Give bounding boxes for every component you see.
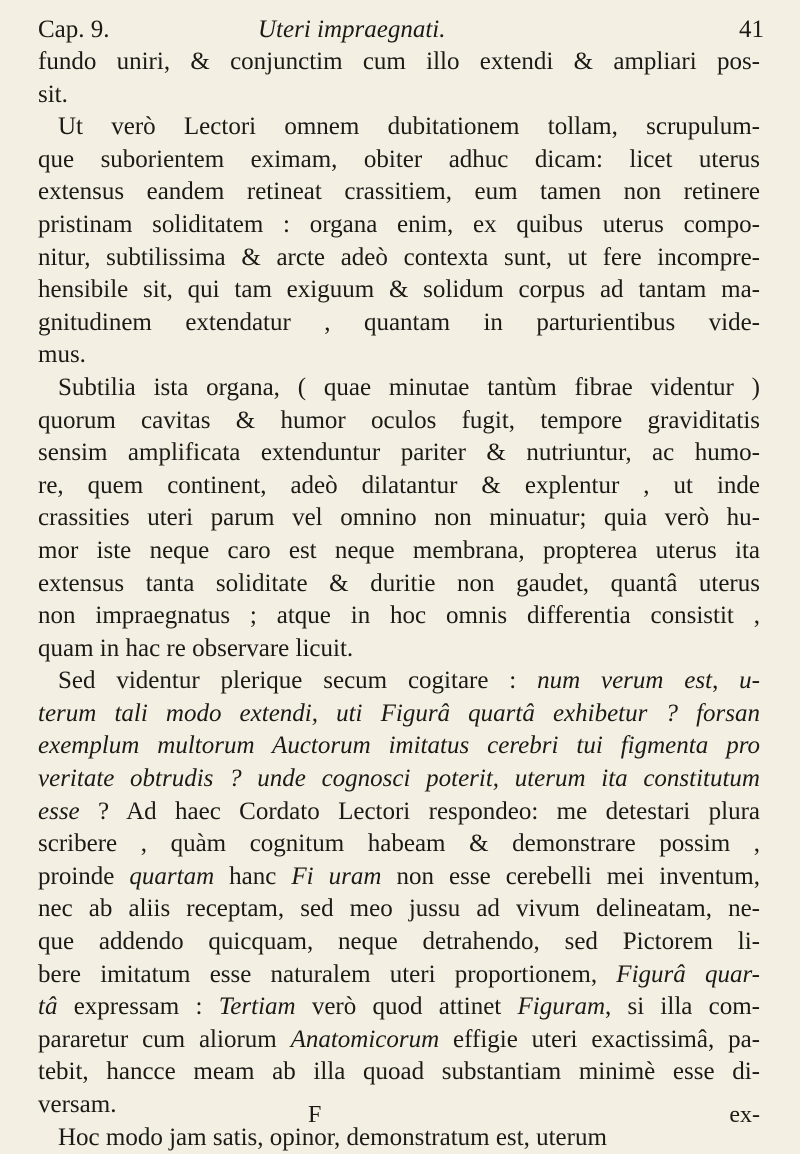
text-line (38, 307, 760, 340)
text-line (38, 828, 760, 861)
page-number: 41 (739, 16, 764, 43)
text-run: sensim amplificata extenduntur pariter & nutriuntur, ac humo- (38, 439, 760, 467)
text-run: , (712, 667, 740, 695)
text-line (38, 893, 760, 926)
italic-run: exemplum multorum Auctorum imitatus cerebri tui figmenta pro (38, 732, 760, 760)
text-run: sit. (38, 80, 68, 108)
text-line (38, 502, 760, 535)
text-line (38, 861, 760, 894)
text-line (38, 144, 760, 177)
text-run: extensus tanta soliditate & duritie non gaudet, quantâ uterus (38, 569, 760, 597)
text-run: pristinam soliditatem : organa enim, ex quibus uterus compo- (38, 210, 760, 238)
text-line (38, 1056, 760, 1089)
text-line (38, 763, 760, 796)
text-line (38, 242, 760, 275)
text-run: que addendo quicquam, neque detrahendo, sed Pictorem li- (38, 928, 760, 956)
text-run: scribere , quàm cognitum habeam & demonstrare possim , (38, 830, 760, 858)
text-line (38, 991, 760, 1024)
text-line (38, 730, 760, 763)
text-run: bere imitatum esse naturalem uteri proportionem, (38, 960, 617, 988)
text-run: mus. (38, 341, 86, 369)
signature-mark: F (308, 1102, 322, 1128)
italic-run: Tertiam (218, 993, 296, 1021)
italic-run: veritate obtrudis ? unde cognosci poterit, uterum ita constitutum (38, 765, 760, 793)
running-head (38, 16, 764, 50)
text-run: proinde (38, 862, 130, 890)
italic-run: Anatomicorum (290, 1025, 440, 1053)
text-run: mor iste neque caro est neque membrana, propterea uterus ita (38, 536, 760, 564)
signature-line (38, 1102, 760, 1132)
text-run: non esse cerebelli mei inventum, (381, 862, 760, 890)
catchword: ex- (729, 1102, 760, 1128)
text-line (38, 372, 760, 405)
italic-run: esse (38, 797, 80, 825)
italic-run: u- (739, 667, 760, 695)
text-run: expressam : (57, 993, 219, 1021)
text-run: , si illa com- (605, 993, 760, 1021)
text-run: crassities uteri parum vel omnino non minuatur; quia verò hu- (38, 504, 760, 532)
text-run: Hoc modo jam satis, opinor, demonstratum est, uterum (58, 1123, 607, 1151)
text-run: hensibile sit, qui tam exiguum & solidum corpus ad tantam ma- (38, 276, 760, 304)
italic-run: quartam (129, 862, 215, 890)
text-run: nitur, subtilissima & arcte adeò contexta sunt, ut fere incompre- (38, 243, 760, 271)
text-run: non impraegnatus ; atque in hoc omnis differentia consistit , (38, 602, 760, 630)
text-line (38, 339, 760, 372)
text-line (38, 535, 760, 568)
text-line (38, 568, 760, 601)
text-run: pararetur cum aliorum (38, 1025, 291, 1053)
text-line (38, 437, 760, 470)
italic-run: num verum est (537, 667, 713, 695)
italic-run: terum tali modo extendi, uti Figurâ quartâ exhibetur ? forsan (38, 699, 760, 727)
text-line (38, 698, 760, 731)
text-line (38, 79, 760, 112)
text-line (38, 405, 760, 438)
text-line (38, 633, 760, 666)
text-line (38, 470, 760, 503)
text-run: versam. (38, 1091, 117, 1118)
text-line (38, 46, 760, 79)
text-line (38, 600, 760, 633)
text-line (38, 926, 760, 959)
text-line (38, 176, 760, 209)
running-title: Uteri impraegnati. (258, 16, 446, 43)
text-run: nec ab aliis receptam, sed meo jussu ad vivum delineatam, ne- (38, 895, 760, 923)
text-run: extensus eandem retineat crassitiem, eum tamen non retinere (38, 178, 760, 206)
italic-run: Fi uram (291, 862, 382, 890)
text-line (38, 111, 760, 144)
text-run: ? Ad haec Cordato Lectori respondeo: me detestari plura (79, 797, 760, 825)
text-run: effigie uteri exactissimâ, pa- (439, 1025, 760, 1053)
text-run: Ut verò Lectori omnem dubitationem tollam, scrupulum- (58, 113, 760, 141)
text-run: quorum cavitas & humor oculos fugit, tempore graviditatis (38, 406, 760, 434)
text-run: re, quem continent, adeò dilatantur & explentur , ut inde (38, 471, 760, 499)
text-run: quam in hac re observare licuit. (38, 634, 354, 662)
text-run: que suborientem eximam, obiter adhuc dicam: licet uterus (38, 145, 760, 173)
text-run: Subtilia ista organa, ( quae minutae tantùm fibrae videntur ) (58, 373, 760, 401)
text-run: hanc (214, 862, 292, 890)
text-run: tebit, hancce meam ab illa quoad substantiam minimè esse di- (38, 1058, 760, 1086)
text-run: gnitudinem extendatur , quantam in parturientibus vide- (38, 308, 760, 336)
italic-run: tâ (38, 993, 58, 1021)
text-run: Sed videntur plerique secum cogitare : (58, 667, 538, 695)
body-text (38, 46, 760, 1154)
italic-run: Figuram (517, 993, 605, 1021)
text-line (38, 959, 760, 992)
text-line (38, 274, 760, 307)
text-line (38, 209, 760, 242)
text-line (38, 796, 760, 829)
text-run: verò quod attinet (295, 993, 518, 1021)
chapter-label: Cap. 9. (38, 16, 110, 43)
text-line (38, 665, 760, 698)
italic-run: Figurâ quar- (616, 960, 760, 988)
text-line (38, 1024, 760, 1057)
text-run: fundo uniri, & conjunctim cum illo extendi & ampliari pos- (38, 48, 760, 75)
